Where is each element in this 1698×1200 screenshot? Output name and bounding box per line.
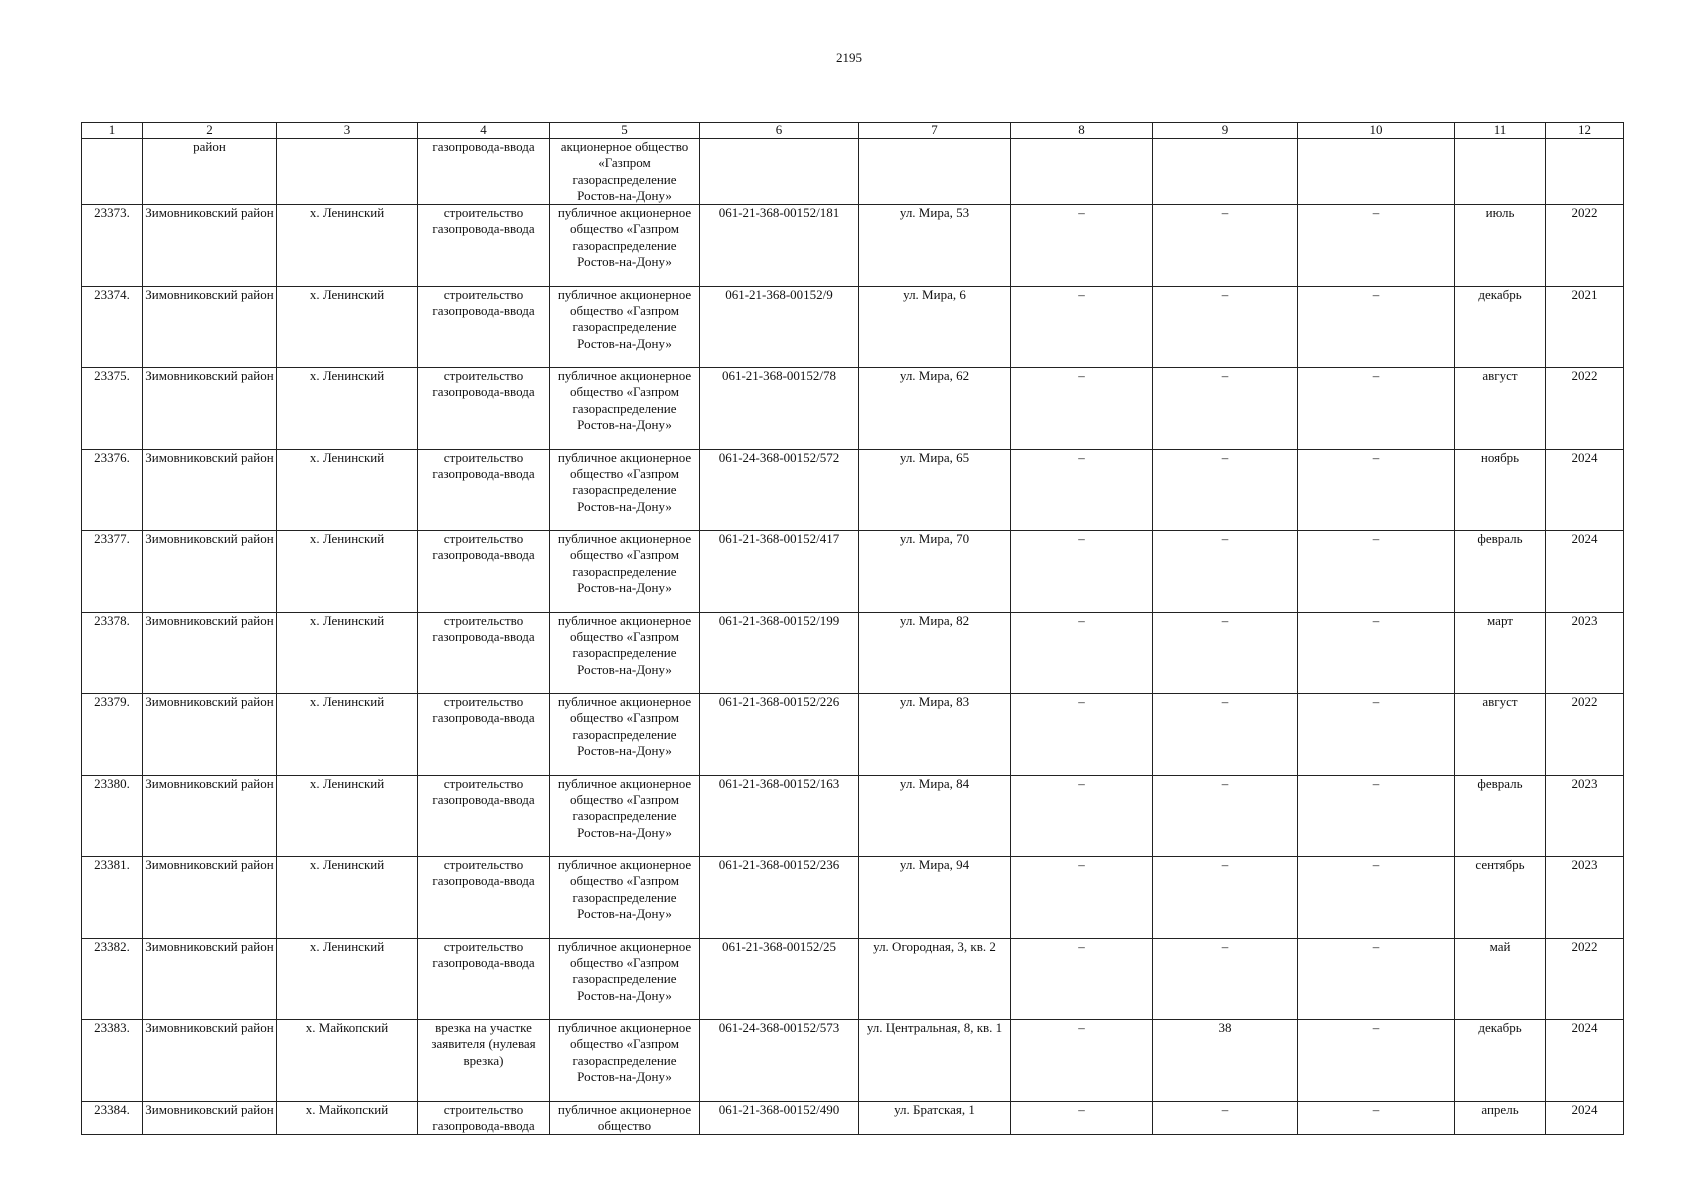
cell-settlement: х. Майкопский	[277, 1101, 418, 1134]
cell-settlement: х. Ленинский	[277, 612, 418, 694]
cell-year: 2021	[1546, 286, 1624, 368]
cell-col-9: –	[1153, 612, 1298, 694]
table-row	[82, 612, 1624, 694]
cell-month: сентябрь	[1455, 857, 1546, 939]
cell-number: 23375.	[82, 368, 143, 450]
cell-col-9: 38	[1153, 1020, 1298, 1102]
cell-district: Зимовниковский район	[143, 612, 277, 694]
cell-month: апрель	[1455, 1101, 1546, 1134]
cell-number: 23378.	[82, 612, 143, 694]
cell-month: август	[1455, 694, 1546, 776]
cell-district: Зимовниковский район	[143, 775, 277, 857]
cell-number: 23384.	[82, 1101, 143, 1134]
cell-address: ул. Мира, 82	[859, 612, 1011, 694]
cell-year: 2023	[1546, 775, 1624, 857]
cell-settlement	[277, 139, 418, 205]
cell-month: март	[1455, 612, 1546, 694]
cell-district: Зимовниковский район	[143, 286, 277, 368]
table-header	[82, 123, 1624, 139]
cell-col-9: –	[1153, 1101, 1298, 1134]
cell-month: декабрь	[1455, 286, 1546, 368]
cell-settlement: х. Ленинский	[277, 205, 418, 287]
cell-address: ул. Мира, 53	[859, 205, 1011, 287]
cell-organization: публичное акционерное общество «Газпром газораспределение Ростов-на-Дону»	[550, 857, 700, 939]
cell-district: Зимовниковский район	[143, 531, 277, 613]
col-header-8: 8	[1011, 123, 1153, 139]
cell-work-type: строительство газопровода-ввода	[418, 612, 550, 694]
cell-col-10: –	[1298, 612, 1455, 694]
cell-number: 23381.	[82, 857, 143, 939]
cell-col-9: –	[1153, 531, 1298, 613]
table-row	[82, 1020, 1624, 1102]
cell-number: 23380.	[82, 775, 143, 857]
cell-work-type: строительство газопровода-ввода	[418, 938, 550, 1020]
cell-col-8: –	[1011, 286, 1153, 368]
cell-contract-number: 061-21-368-00152/199	[700, 612, 859, 694]
cell-organization: публичное акционерное общество «Газпром газораспределение Ростов-на-Дону»	[550, 694, 700, 776]
cell-organization-text: публичное акционерное общество	[557, 1101, 692, 1133]
cell-address: ул. Братская, 1	[859, 1101, 1011, 1134]
cell-year: 2022	[1546, 368, 1624, 450]
col-header-9: 9	[1153, 123, 1298, 139]
cell-organization: акционерное общество «Газпром газораспределение Ростов-на-Дону»	[550, 139, 700, 205]
cell-district: Зимовниковский район	[143, 205, 277, 287]
col-header-3: 3	[277, 123, 418, 139]
cell-month: февраль	[1455, 531, 1546, 613]
cell-year: 2024	[1546, 1020, 1624, 1102]
cell-work-type: строительство газопровода-ввода	[418, 449, 550, 531]
table-row	[82, 205, 1624, 287]
cell-col-9: –	[1153, 449, 1298, 531]
cell-month: июль	[1455, 205, 1546, 287]
table-row	[82, 286, 1624, 368]
cell-settlement: х. Ленинский	[277, 286, 418, 368]
cell-col-8: –	[1011, 775, 1153, 857]
cell-district: Зимовниковский район	[143, 938, 277, 1020]
table-row	[82, 938, 1624, 1020]
cell-work-type-text: строительство газопровода-ввода	[432, 1101, 535, 1133]
cell-number: 23383.	[82, 1020, 143, 1102]
cell-col-10: –	[1298, 205, 1455, 287]
cell-col-8: –	[1011, 612, 1153, 694]
cell-col-9: –	[1153, 368, 1298, 450]
cell-settlement: х. Майкопский	[277, 1020, 418, 1102]
cell-district	[143, 1101, 277, 1134]
cell-number: 23376.	[82, 449, 143, 531]
cell-col-8: –	[1011, 857, 1153, 939]
cell-col-10: –	[1298, 531, 1455, 613]
gas-connection-registry-table	[81, 122, 1624, 1135]
cell-organization: публичное акционерное общество «Газпром газораспределение Ростов-на-Дону»	[550, 938, 700, 1020]
cell-month: май	[1455, 938, 1546, 1020]
cell-col-9: –	[1153, 775, 1298, 857]
cell-col-9: –	[1153, 857, 1298, 939]
cell-address: ул. Мира, 94	[859, 857, 1011, 939]
cell-district: Зимовниковский район	[143, 1020, 277, 1102]
cell-organization: публичное акционерное общество «Газпром газораспределение Ростов-на-Дону»	[550, 286, 700, 368]
cell-work-type: строительство газопровода-ввода	[418, 531, 550, 613]
cell-number	[82, 139, 143, 205]
cell-contract-number: 061-21-368-00152/181	[700, 205, 859, 287]
cell-col-8: –	[1011, 1020, 1153, 1102]
cell-work-type: врезка на участке заявителя (нулевая врезка)	[418, 1020, 550, 1102]
cell-work-type: газопровода-ввода	[418, 139, 550, 205]
cell-col-9: –	[1153, 205, 1298, 287]
cell-district: Зимовниковский район	[143, 449, 277, 531]
cell-address: ул. Мира, 62	[859, 368, 1011, 450]
cell-month: ноябрь	[1455, 449, 1546, 531]
cell-number: 23377.	[82, 531, 143, 613]
cell-address: ул. Мира, 84	[859, 775, 1011, 857]
cell-col-10	[1298, 139, 1455, 205]
cell-number: 23374.	[82, 286, 143, 368]
cell-month	[1455, 139, 1546, 205]
cell-organization: публичное акционерное общество «Газпром газораспределение Ростов-на-Дону»	[550, 205, 700, 287]
cell-col-10: –	[1298, 286, 1455, 368]
cell-year: 2023	[1546, 857, 1624, 939]
cell-district-text: Зимовниковский район	[145, 1101, 274, 1117]
cell-settlement: х. Ленинский	[277, 694, 418, 776]
cell-col-10: –	[1298, 1101, 1455, 1134]
cell-work-type: строительство газопровода-ввода	[418, 775, 550, 857]
cell-settlement: х. Ленинский	[277, 449, 418, 531]
table-body	[82, 139, 1624, 1135]
cell-col-9: –	[1153, 694, 1298, 776]
cell-col-10: –	[1298, 938, 1455, 1020]
col-header-11: 11	[1455, 123, 1546, 139]
cell-contract-number: 061-21-368-00152/25	[700, 938, 859, 1020]
cell-contract-number: 061-21-368-00152/163	[700, 775, 859, 857]
cell-work-type: строительство газопровода-ввода	[418, 368, 550, 450]
cell-year: 2022	[1546, 938, 1624, 1020]
table-row	[82, 368, 1624, 450]
cell-address: ул. Мира, 70	[859, 531, 1011, 613]
cell-contract-number: 061-21-368-00152/78	[700, 368, 859, 450]
cell-settlement: х. Ленинский	[277, 531, 418, 613]
table-row	[82, 694, 1624, 776]
cell-district: Зимовниковский район	[143, 694, 277, 776]
cell-month: декабрь	[1455, 1020, 1546, 1102]
registry-table-wrapper	[81, 122, 1623, 1135]
cell-organization: публичное акционерное общество «Газпром газораспределение Ростов-на-Дону»	[550, 1020, 700, 1102]
cell-year: 2022	[1546, 205, 1624, 287]
col-header-12: 12	[1546, 123, 1624, 139]
cell-work-type	[418, 1101, 550, 1134]
cell-organization: публичное акционерное общество «Газпром газораспределение Ростов-на-Дону»	[550, 531, 700, 613]
cell-col-10: –	[1298, 775, 1455, 857]
cell-settlement: х. Ленинский	[277, 938, 418, 1020]
cell-year: 2023	[1546, 612, 1624, 694]
cell-number: 23373.	[82, 205, 143, 287]
table-row	[82, 531, 1624, 613]
cell-settlement: х. Ленинский	[277, 857, 418, 939]
cell-col-8: –	[1011, 531, 1153, 613]
col-header-7: 7	[859, 123, 1011, 139]
cell-col-8: –	[1011, 694, 1153, 776]
table-row	[82, 449, 1624, 531]
cell-work-type: строительство газопровода-ввода	[418, 205, 550, 287]
cell-col-8: –	[1011, 1101, 1153, 1134]
cell-organization: публичное акционерное общество «Газпром газораспределение Ростов-на-Дону»	[550, 775, 700, 857]
cell-contract-number: 061-21-368-00152/226	[700, 694, 859, 776]
cell-contract-number: 061-21-368-00152/9	[700, 286, 859, 368]
cell-year: 2024	[1546, 449, 1624, 531]
col-header-4: 4	[418, 123, 550, 139]
table-row	[82, 1101, 1624, 1134]
page-number: 2195	[836, 50, 862, 65]
cell-number: 23379.	[82, 694, 143, 776]
cell-col-10: –	[1298, 1020, 1455, 1102]
cell-col-9: –	[1153, 938, 1298, 1020]
cell-col-8: –	[1011, 449, 1153, 531]
col-header-2: 2	[143, 123, 277, 139]
cell-organization: публичное акционерное общество «Газпром газораспределение Ростов-на-Дону»	[550, 368, 700, 450]
cell-contract-number: 061-21-368-00152/490	[700, 1101, 859, 1134]
col-header-6: 6	[700, 123, 859, 139]
col-header-5: 5	[550, 123, 700, 139]
cell-contract-number: 061-24-368-00152/572	[700, 449, 859, 531]
cell-address: ул. Мира, 6	[859, 286, 1011, 368]
cell-organization: публичное акционерное общество «Газпром газораспределение Ростов-на-Дону»	[550, 449, 700, 531]
cell-settlement: х. Ленинский	[277, 368, 418, 450]
cell-year: 2024	[1546, 531, 1624, 613]
col-header-1: 1	[82, 123, 143, 139]
cell-contract-number: 061-21-368-00152/417	[700, 531, 859, 613]
cell-col-10: –	[1298, 857, 1455, 939]
cell-organization	[550, 1101, 700, 1134]
cell-year: 2022	[1546, 694, 1624, 776]
cell-settlement: х. Ленинский	[277, 775, 418, 857]
cell-year	[1546, 139, 1624, 205]
cell-month: август	[1455, 368, 1546, 450]
cell-organization: публичное акционерное общество «Газпром газораспределение Ростов-на-Дону»	[550, 612, 700, 694]
cell-address: ул. Центральная, 8, кв. 1	[859, 1020, 1011, 1102]
cell-col-8: –	[1011, 205, 1153, 287]
cell-month: февраль	[1455, 775, 1546, 857]
cell-col-8: –	[1011, 938, 1153, 1020]
cell-work-type: строительство газопровода-ввода	[418, 857, 550, 939]
cell-address: ул. Мира, 83	[859, 694, 1011, 776]
table-row	[82, 857, 1624, 939]
cell-address: ул. Огородная, 3, кв. 2	[859, 938, 1011, 1020]
cell-col-10: –	[1298, 694, 1455, 776]
cell-address	[859, 139, 1011, 205]
table-row	[82, 775, 1624, 857]
cell-contract-number: 061-24-368-00152/573	[700, 1020, 859, 1102]
cell-district: Зимовниковский район	[143, 857, 277, 939]
cell-col-9	[1153, 139, 1298, 205]
cell-col-8	[1011, 139, 1153, 205]
cell-number: 23382.	[82, 938, 143, 1020]
cell-col-10: –	[1298, 368, 1455, 450]
cell-col-8: –	[1011, 368, 1153, 450]
cell-district: Зимовниковский район	[143, 368, 277, 450]
cell-address: ул. Мира, 65	[859, 449, 1011, 531]
cell-col-9: –	[1153, 286, 1298, 368]
cell-work-type: строительство газопровода-ввода	[418, 694, 550, 776]
header-row	[82, 123, 1624, 139]
cell-work-type: строительство газопровода-ввода	[418, 286, 550, 368]
cell-col-10: –	[1298, 449, 1455, 531]
cell-contract-number: 061-21-368-00152/236	[700, 857, 859, 939]
table-row	[82, 139, 1624, 205]
cell-contract-number	[700, 139, 859, 205]
cell-district: район	[143, 139, 277, 205]
col-header-10: 10	[1298, 123, 1455, 139]
cell-year: 2024	[1546, 1101, 1624, 1134]
